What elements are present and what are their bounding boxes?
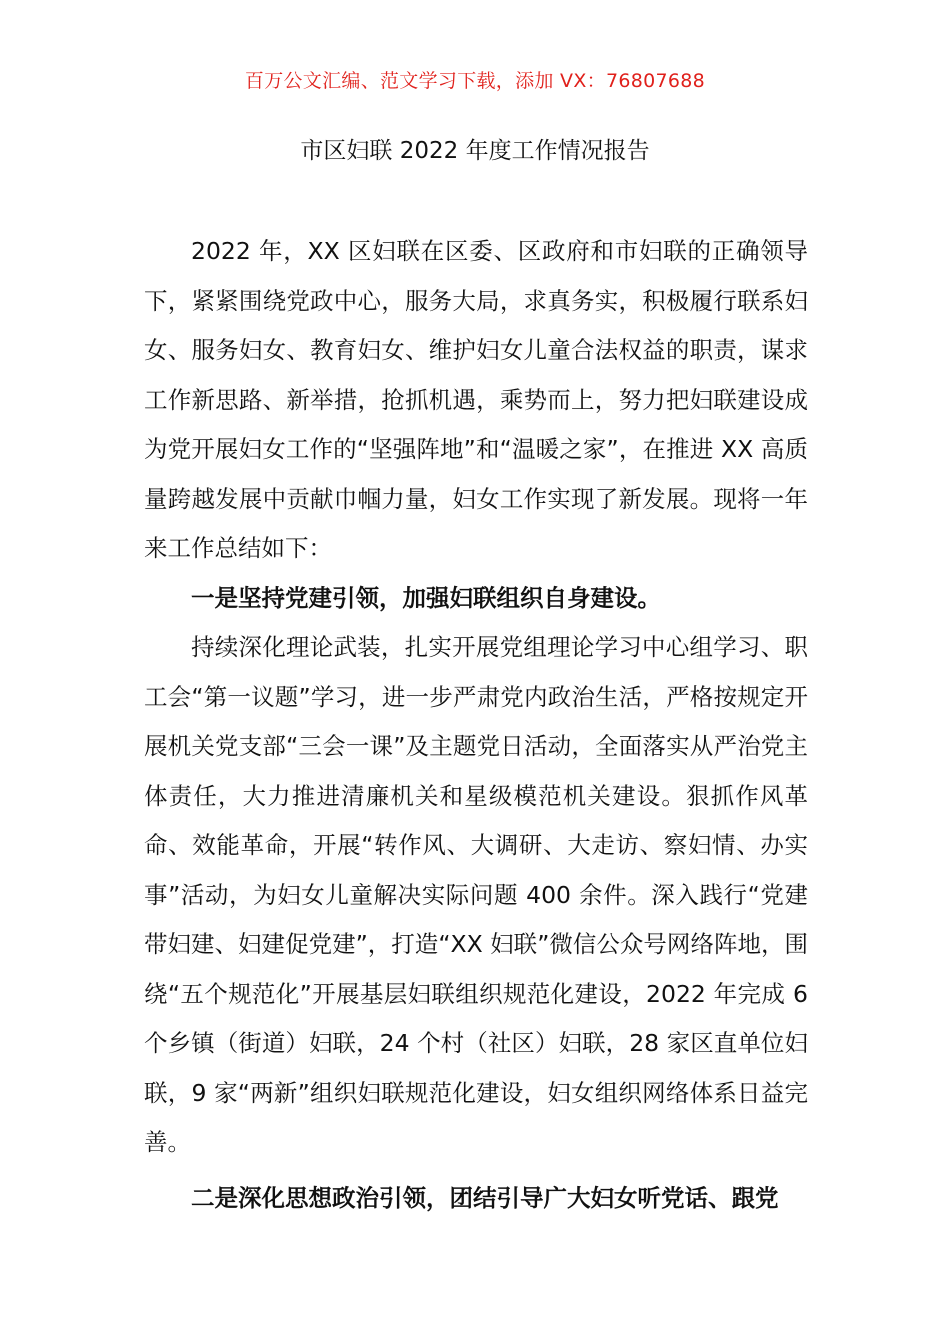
intro-paragraph: 2022 年，XX 区妇联在区委、区政府和市妇联的正确领导下，紧紧围绕党政中心，服务大局，求真务实，积极履行联系妇女、服务妇女、教育妇女、维护妇女儿童合法权益的职责，谋求工作新思路、新举措，抢抓机遇，乘势而上，努力把妇联建设成为党开展妇女工作的“坚强阵地”和“温暖之家”，在推进 XX 高质量跨越发展中贡献巾帼力量，妇女工作实现了新发展。现将一年来工作总结如下：: [144, 237, 808, 562]
section-heading-2: 二是深化思想政治引领，团结引导广大妇女听党话、跟党: [191, 1183, 779, 1212]
header-note: 百万公文汇编、范文学习下载，添加 VX：76807688: [244, 70, 706, 92]
document-title: 市区妇联 2022 年度工作情况报告: [300, 138, 650, 164]
document-body: [144, 227, 808, 1223]
section-heading-1: 一是坚持党建引领，加强妇联组织自身建设。: [191, 583, 661, 612]
section-1-paragraph: 持续深化理论武装，扎实开展党组理论学习中心组学习、职工会“第一议题”学习，进一步严肃党内政治生活，严格按规定开展机关党支部“三会一课”及主题党日活动，全面落实从严治党主体责任，大力推进清廉机关和星级模范机关建设。狠抓作风革命、效能革命，开展“转作风、大调研、大走访、察妇情、办实事”活动，为妇女儿童解决实际问题 400 余件。深入践行“党建带妇建、妇建促党建”，打造“XX 妇联”微信公众号网络阵地，围绕“五个规范化”开展基层妇联组织规范化建设，2022 年完成 6 个乡镇（街道）妇联，24 个村（社区）妇联，28 家区直单位妇联，9 家“两新”组织妇联规范化建设，妇女组织网络体系日益完善。: [144, 633, 808, 1156]
